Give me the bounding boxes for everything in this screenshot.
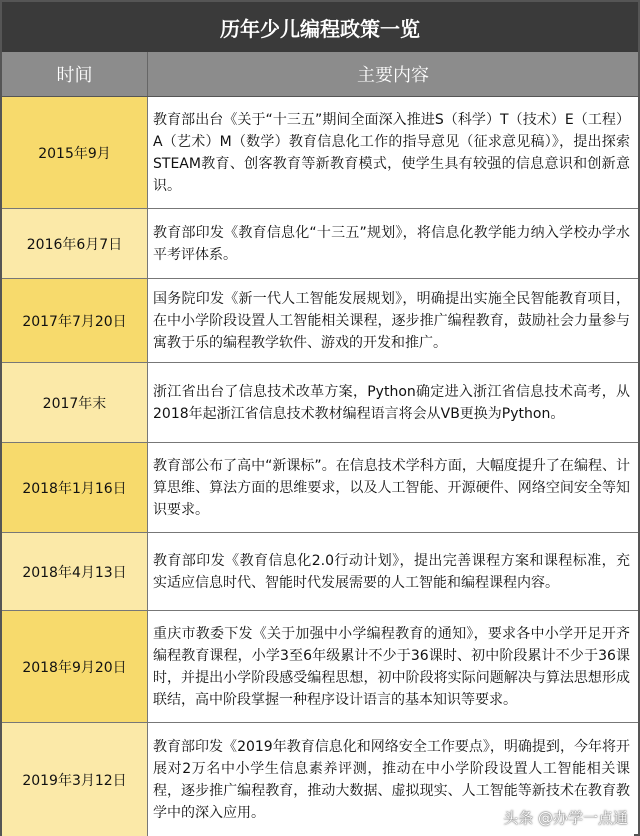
row-content: 浙江省出台了信息技术改革方案，Python确定进入浙江省信息技术高考，从2018年起浙江省信息技术教材编程语言将会从VB更换为Python。 (148, 363, 634, 442)
row-date: 2018年4月13日 (2, 533, 148, 610)
table-row (2, 443, 638, 533)
row-date: 2017年末 (2, 363, 148, 442)
header-content: 主要内容 (357, 65, 429, 86)
table-row (2, 533, 638, 611)
row-date: 2017年7月20日 (2, 279, 148, 362)
row-content: 教育部出台《关于“十三五”期间全面深入推进S（科学）T（技术）E（工程）A（艺术）M（数学）教育信息化工作的指导意见（征求意见稿）》，提出探索STEAM教育、创客教育等新教育模式，使学生具有较强的信息意识和创新意识。 (148, 97, 634, 208)
row-date: 2018年9月20日 (2, 611, 148, 722)
row-date: 2016年6月7日 (2, 209, 148, 278)
watermark: 头条 @办学一点通 (503, 809, 628, 827)
table-header (2, 52, 638, 97)
table-row (2, 209, 638, 279)
table-row (2, 97, 638, 209)
table-row (2, 279, 638, 363)
table-title: 历年少儿编程政策一览 (2, 2, 638, 53)
row-content: 教育部印发《2019年教育信息化和网络安全工作要点》，明确提到，今年将开展对2万名中小学生信息素养评测，推动在中小学阶段设置人工智能相关课程，逐步推广编程教育，推动大数据、虚拟现实、人工智能等新技术在教育教学中的深入应用。 (148, 723, 634, 836)
row-content: 国务院印发《新一代人工智能发展规划》，明确提出实施全民智能教育项目，在中小学阶段设置人工智能相关课程，逐步推广编程教育，鼓励社会力量参与寓教于乐的编程教学软件、游戏的开发和推广。 (148, 279, 634, 362)
row-date: 2019年3月12日 (2, 723, 148, 836)
header-time: 时间 (2, 52, 148, 96)
row-content: 教育部公布了高中“新课标”。在信息技术学科方面，大幅度提升了在编程、计算思维、算法方面的思维要求，以及人工智能、开源硬件、网络空间安全等知识要求。 (148, 443, 634, 532)
row-content: 重庆市教委下发《关于加强中小学编程教育的通知》，要求各中小学开足开齐编程教育课程，小学3至6年级累计不少于36课时、初中阶段累计不少于36课时，并提出小学阶段感受编程思想，初中阶段将实际问题解决与算法思想形成联结，高中阶段掌握一种程序设计语言的基本知识等要求。 (148, 611, 634, 722)
row-content: 教育部印发《教育信息化“十三五”规划》，将信息化教学能力纳入学校办学水平考评体系。 (148, 209, 634, 278)
row-date: 2018年1月16日 (2, 443, 148, 532)
row-date: 2015年9月 (2, 97, 148, 208)
row-content: 教育部印发《教育信息化2.0行动计划》，提出完善课程方案和课程标准，充实适应信息时代、智能时代发展需要的人工智能和编程课程内容。 (148, 533, 634, 610)
table-row (2, 611, 638, 723)
table-row (2, 363, 638, 443)
